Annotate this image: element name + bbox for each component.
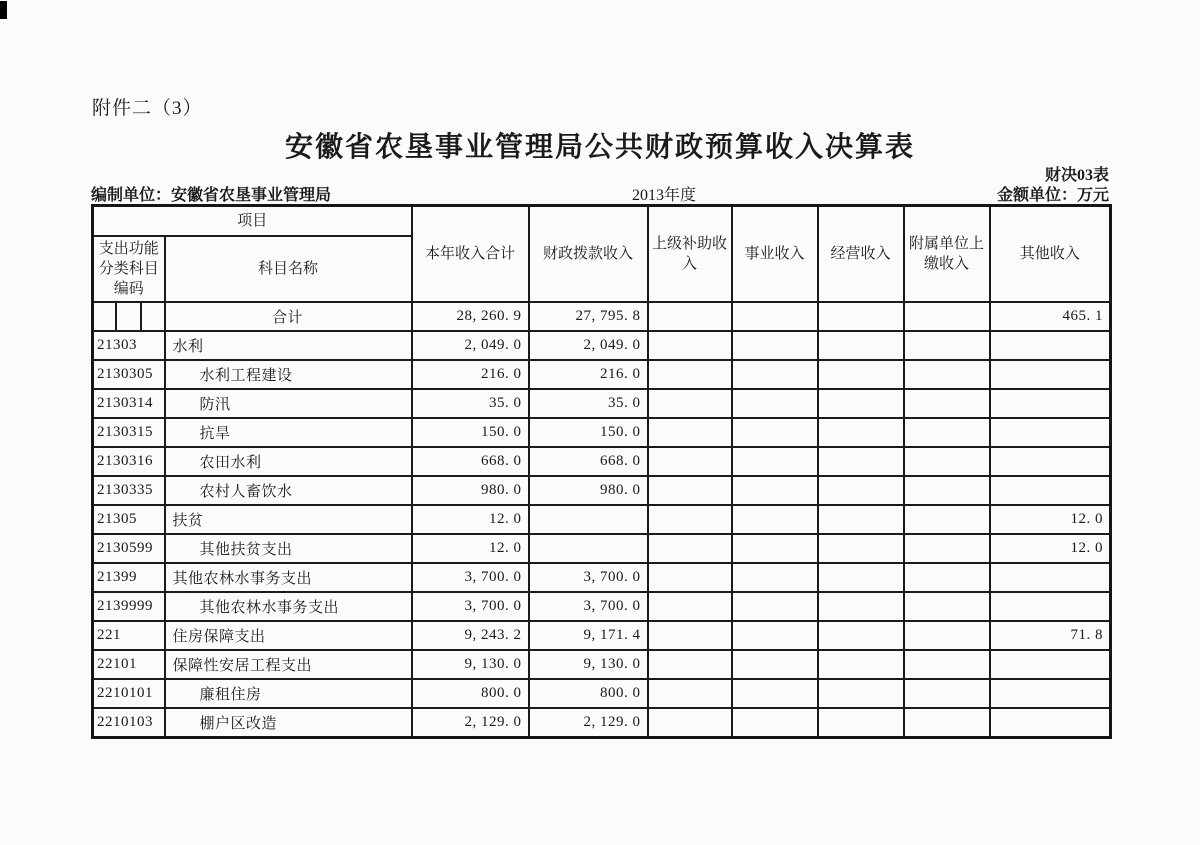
row-value: 980. 0 xyxy=(529,476,648,505)
row-value xyxy=(648,708,732,737)
row-value: 800. 0 xyxy=(412,679,529,708)
row-code: 221 xyxy=(93,621,165,650)
row-value: 12. 0 xyxy=(412,534,529,563)
row-value: 150. 0 xyxy=(529,418,648,447)
row-code: 2130316 xyxy=(93,447,165,476)
row-value xyxy=(990,447,1111,476)
row-value xyxy=(818,360,904,389)
row-value xyxy=(818,476,904,505)
row-value: 2, 049. 0 xyxy=(529,331,648,360)
code-subcell xyxy=(116,302,141,331)
row-value: 216. 0 xyxy=(412,360,529,389)
row-value xyxy=(818,679,904,708)
row-value xyxy=(818,534,904,563)
header-col-total-income: 本年收入合计 xyxy=(412,206,529,303)
row-value xyxy=(648,418,732,447)
row-value xyxy=(990,563,1111,592)
row-subject-name: 农田水利 xyxy=(165,447,412,476)
row-value xyxy=(904,360,990,389)
row-value xyxy=(818,563,904,592)
row-value xyxy=(648,534,732,563)
row-value: 980. 0 xyxy=(412,476,529,505)
header-col-business-income: 经营收入 xyxy=(818,206,904,303)
row-value xyxy=(732,360,818,389)
row-value xyxy=(818,331,904,360)
table-row xyxy=(93,534,1111,563)
row-value: 27, 795. 8 xyxy=(529,302,648,331)
row-value xyxy=(732,621,818,650)
row-value xyxy=(818,621,904,650)
code-subcell xyxy=(141,302,165,331)
form-code-label: 财决03表 xyxy=(1044,167,1109,184)
row-value: 12. 0 xyxy=(990,505,1111,534)
row-code: 22101 xyxy=(93,650,165,679)
row-value xyxy=(818,389,904,418)
row-value: 35. 0 xyxy=(412,389,529,418)
row-value xyxy=(904,447,990,476)
header-col-other-income: 其他收入 xyxy=(990,206,1111,303)
row-value xyxy=(732,505,818,534)
row-code: 21399 xyxy=(93,563,165,592)
table-row xyxy=(93,360,1111,389)
row-subject-name: 扶贫 xyxy=(165,505,412,534)
row-value: 9, 130. 0 xyxy=(529,650,648,679)
row-subject-name: 防汛 xyxy=(165,389,412,418)
row-value xyxy=(818,505,904,534)
row-subject-name: 住房保障支出 xyxy=(165,621,412,650)
row-value xyxy=(648,476,732,505)
code-subcell xyxy=(93,302,116,331)
table-row xyxy=(93,563,1111,592)
row-code: 2139999 xyxy=(93,592,165,621)
row-value: 28, 260. 9 xyxy=(412,302,529,331)
row-value: 2, 129. 0 xyxy=(529,708,648,737)
row-value xyxy=(818,592,904,621)
row-value xyxy=(648,505,732,534)
row-value xyxy=(904,389,990,418)
row-value: 216. 0 xyxy=(529,360,648,389)
row-subject-name: 其他扶贫支出 xyxy=(165,534,412,563)
row-value xyxy=(529,505,648,534)
row-value: 71. 8 xyxy=(990,621,1111,650)
table-meta-row xyxy=(91,182,1109,205)
row-value xyxy=(732,447,818,476)
fiscal-year-label: 2013年度 xyxy=(631,187,696,204)
row-value xyxy=(732,534,818,563)
row-code: 2210103 xyxy=(93,708,165,737)
header-project: 项目 xyxy=(93,206,412,236)
table-row xyxy=(93,621,1111,650)
row-value: 3, 700. 0 xyxy=(412,592,529,621)
revenue-table xyxy=(91,204,1112,739)
header-col-operational-income: 事业收入 xyxy=(732,206,818,303)
row-subject-name: 抗旱 xyxy=(165,418,412,447)
row-value xyxy=(990,476,1111,505)
table-row xyxy=(93,679,1111,708)
table-row xyxy=(93,708,1111,737)
row-value xyxy=(648,447,732,476)
row-value xyxy=(904,650,990,679)
row-subject-name: 其他农林水事务支出 xyxy=(165,563,412,592)
row-code: 2130305 xyxy=(93,360,165,389)
row-value xyxy=(904,418,990,447)
row-code: 2130335 xyxy=(93,476,165,505)
amount-unit-label: 金额单位：万元 xyxy=(996,187,1109,204)
row-subject-name: 水利 xyxy=(165,331,412,360)
row-value xyxy=(990,360,1111,389)
row-value xyxy=(732,331,818,360)
row-value xyxy=(904,563,990,592)
header-col-fiscal-appropriation: 财政拨款收入 xyxy=(529,206,648,303)
row-value xyxy=(990,331,1111,360)
table-row xyxy=(93,389,1111,418)
row-value xyxy=(648,302,732,331)
row-code: 2210101 xyxy=(93,679,165,708)
row-value xyxy=(732,679,818,708)
header-function-code: 支出功能分类科目编码 xyxy=(93,236,165,303)
table-row xyxy=(93,418,1111,447)
row-subject-name: 廉租住房 xyxy=(165,679,412,708)
row-value xyxy=(990,418,1111,447)
table-row xyxy=(93,476,1111,505)
row-value xyxy=(904,621,990,650)
row-value xyxy=(990,650,1111,679)
row-value xyxy=(732,708,818,737)
row-code: 2130314 xyxy=(93,389,165,418)
row-value xyxy=(818,418,904,447)
row-value: 12. 0 xyxy=(412,505,529,534)
row-value xyxy=(904,534,990,563)
table-body xyxy=(93,302,1111,737)
row-subject-name: 保障性安居工程支出 xyxy=(165,650,412,679)
row-value xyxy=(648,360,732,389)
row-value xyxy=(818,650,904,679)
row-value xyxy=(732,592,818,621)
row-value: 800. 0 xyxy=(529,679,648,708)
row-value: 668. 0 xyxy=(412,447,529,476)
table-row xyxy=(93,447,1111,476)
table-row xyxy=(93,302,1111,331)
row-value xyxy=(904,476,990,505)
row-value xyxy=(529,534,648,563)
row-value: 3, 700. 0 xyxy=(412,563,529,592)
row-code: 21305 xyxy=(93,505,165,534)
row-code: 2130599 xyxy=(93,534,165,563)
row-value: 3, 700. 0 xyxy=(529,563,648,592)
table-header-row-1 xyxy=(93,206,1111,236)
row-value: 3, 700. 0 xyxy=(529,592,648,621)
prepared-by-label: 编制单位：安徽省农垦事业管理局 xyxy=(91,187,332,204)
row-value: 2, 129. 0 xyxy=(412,708,529,737)
row-value xyxy=(818,302,904,331)
table-row xyxy=(93,505,1111,534)
row-value: 668. 0 xyxy=(529,447,648,476)
row-value xyxy=(990,679,1111,708)
row-value xyxy=(732,476,818,505)
row-value xyxy=(648,621,732,650)
row-value xyxy=(904,505,990,534)
row-value xyxy=(904,331,990,360)
row-value: 12. 0 xyxy=(990,534,1111,563)
row-value: 465. 1 xyxy=(990,302,1111,331)
row-value xyxy=(904,708,990,737)
header-col-superior-subsidy: 上级补助收入 xyxy=(648,206,732,303)
row-value: 9, 171. 4 xyxy=(529,621,648,650)
row-value: 2, 049. 0 xyxy=(412,331,529,360)
row-value xyxy=(732,302,818,331)
scan-artifact-mark xyxy=(0,1,7,19)
row-value xyxy=(990,708,1111,737)
row-value xyxy=(648,563,732,592)
row-code: 21303 xyxy=(93,331,165,360)
row-value xyxy=(990,389,1111,418)
row-subject-name: 水利工程建设 xyxy=(165,360,412,389)
document-title: 安徽省农垦事业管理局公共财政预算收入决算表 xyxy=(284,132,915,163)
row-subject-name: 农村人畜饮水 xyxy=(165,476,412,505)
attachment-label: 附件二（3） xyxy=(92,98,203,119)
row-value xyxy=(990,592,1111,621)
row-value xyxy=(904,302,990,331)
header-col-subordinate-remit: 附属单位上缴收入 xyxy=(904,206,990,303)
row-value xyxy=(648,679,732,708)
row-value xyxy=(732,389,818,418)
row-value xyxy=(732,563,818,592)
row-value xyxy=(648,389,732,418)
row-value xyxy=(818,708,904,737)
row-subject-name: 其他农林水事务支出 xyxy=(165,592,412,621)
row-value xyxy=(732,650,818,679)
row-value: 150. 0 xyxy=(412,418,529,447)
row-value xyxy=(648,592,732,621)
header-subject-name: 科目名称 xyxy=(165,236,412,303)
row-value xyxy=(648,331,732,360)
table-row xyxy=(93,650,1111,679)
row-value: 9, 243. 2 xyxy=(412,621,529,650)
table-row xyxy=(93,331,1111,360)
row-value xyxy=(648,650,732,679)
row-value: 35. 0 xyxy=(529,389,648,418)
row-value xyxy=(732,418,818,447)
row-value xyxy=(904,592,990,621)
row-subject-name: 合计 xyxy=(165,302,412,331)
row-value xyxy=(818,447,904,476)
row-subject-name: 棚户区改造 xyxy=(165,708,412,737)
row-value xyxy=(904,679,990,708)
table-row xyxy=(93,592,1111,621)
row-value: 9, 130. 0 xyxy=(412,650,529,679)
row-code: 2130315 xyxy=(93,418,165,447)
